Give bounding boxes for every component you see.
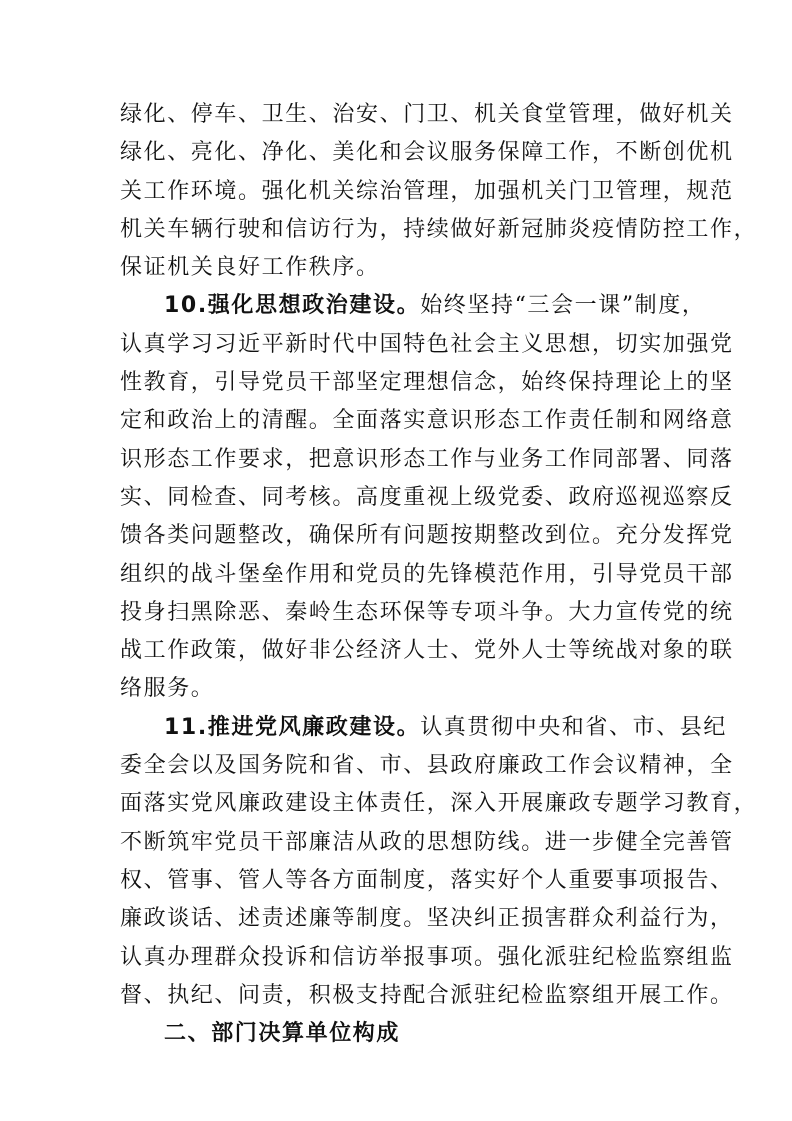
text-line: 督、执纪、问责，积极支持配合派驻纪检监察组开展工作。 — [120, 982, 734, 1008]
text-line: 保证机关良好工作秩序。 — [120, 255, 380, 281]
text-line: 定和政治上的清醒。全面落实意识形态工作责任制和网络意 — [120, 408, 734, 434]
text-line: 识形态工作要求，把意识形态工作与业务工作同部署、同落 — [120, 446, 734, 472]
item-11-number: 11. — [164, 714, 208, 740]
item-11-first-line — [120, 709, 727, 747]
text-line: 战工作政策，做好非公经济人士、党外人士等统战对象的联 — [120, 638, 734, 664]
paragraph-item-10 — [120, 287, 734, 708]
text-line: 投身扫黑除恶、秦岭生态环保等专项斗争。大力宣传党的统 — [120, 599, 734, 625]
text-line: 绿化、停车、卫生、治安、门卫、机关食堂管理，做好机关 — [120, 102, 734, 127]
text-line: 认真学习习近平新时代中国特色社会主义思想，切实加强党 — [120, 331, 734, 357]
text-line: 实、同检查、同考核。高度重视上级党委、政府巡视巡察反 — [120, 484, 734, 510]
text-line: 组织的战斗堡垒作用和党员的先锋模范作用，引导党员干部 — [120, 561, 734, 587]
document-page — [120, 96, 758, 1053]
text-line: 络服务。 — [120, 676, 215, 702]
section-heading: 二、部门决算单位构成 — [164, 1021, 401, 1047]
text-line: 面落实党风廉政建设主体责任，深入开展廉政专题学习教育， — [120, 791, 758, 817]
item-10-title: 强化思想政治建设。 — [207, 293, 421, 319]
text-line: 认真办理群众投诉和信访举报事项。强化派驻纪检监察组监 — [120, 944, 734, 970]
paragraph-intro — [120, 96, 758, 287]
text-line: 不断筑牢党员干部廉洁从政的思想防线。进一步健全完善管 — [120, 829, 734, 855]
text-line: 馈各类问题整改，确保所有问题按期整改到位。充分发挥党 — [120, 523, 734, 549]
text-line: 廉政谈话、述责述廉等制度。坚决纠正损害群众利益行为， — [120, 906, 734, 932]
item-10-first-line — [120, 287, 706, 325]
text-line: 委全会以及国务院和省、市、县政府廉政工作会议精神，全 — [120, 753, 734, 779]
item-10-number: 10. — [164, 293, 208, 319]
text-line: 绿化、亮化、净化、美化和会议服务保障工作，不断创优机 — [120, 140, 734, 166]
text-line: 关工作环境。强化机关综治管理，加强机关门卫管理，规范 — [120, 178, 734, 204]
item-11-title: 推进党风廉政建设。 — [207, 714, 421, 740]
text-line: 权、管事、管人等各方面制度，落实好个人重要事项报告、 — [120, 867, 734, 893]
text-line: 性教育，引导党员干部坚定理想信念，始终保持理论上的坚 — [120, 370, 734, 396]
paragraph-item-11 — [120, 709, 758, 1015]
text-line: 机关车辆行驶和信访行为，持续做好新冠肺炎疫情防控工作， — [120, 216, 758, 242]
item-11-lead-text: 认真贯彻中央和省、市、县纪 — [420, 714, 727, 740]
item-10-lead-text: 始终坚持“三会一课”制度， — [420, 293, 706, 319]
